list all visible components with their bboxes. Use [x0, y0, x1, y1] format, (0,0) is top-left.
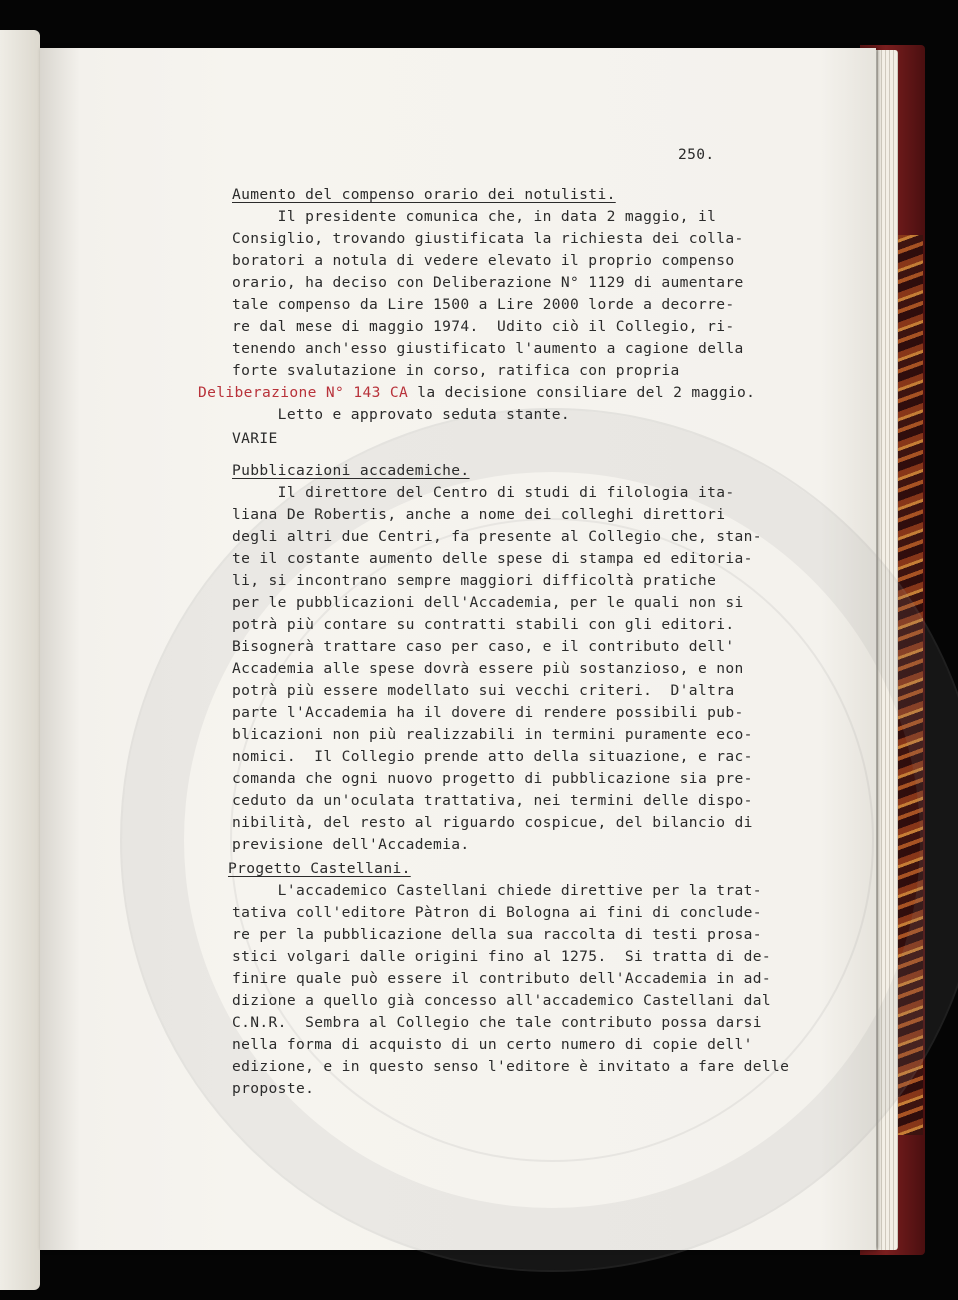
section-heading-notulisti: Aumento del compenso orario dei notulisti.	[232, 186, 616, 203]
text-line: Accademia alle spese dovrà essere più sostanzioso, e non	[232, 660, 744, 677]
text-line: stici volgari dalle origini fino al 1275. Si tratta di de-	[232, 948, 772, 965]
text-line: dizione a quello già concesso all'accademico Castellani dal	[232, 992, 772, 1009]
varie-heading: VARIE	[232, 430, 278, 447]
text-line: finire quale può essere il contributo dell'Accademia in ad-	[232, 970, 772, 987]
text-line: liana De Robertis, anche a nome dei colleghi direttori	[232, 506, 726, 523]
text-line: Consiglio, trovando giustificata la richiesta dei colla-	[232, 230, 744, 247]
page-number: 250.	[678, 146, 715, 163]
text-line: potrà più essere modellato sui vecchi criteri. D'altra	[232, 682, 735, 699]
text-line: blicazioni non più realizzabili in termini puramente eco-	[232, 726, 753, 743]
text-line: degli altri due Centri, fa presente al Collegio che, stan-	[232, 528, 762, 545]
text-line-with-annotation	[198, 384, 755, 401]
text-line: tale compenso da Lire 1500 a Lire 2000 lorde a decorre-	[232, 296, 735, 313]
section-heading-pubblicazioni: Pubblicazioni accademiche.	[232, 462, 470, 479]
red-annotation: Deliberazione N° 143 CA	[198, 384, 409, 401]
text-line: li, si incontrano sempre maggiori difficoltà pratiche	[232, 572, 717, 589]
text-line: L'accademico Castellani chiede direttive per la trat-	[232, 882, 762, 899]
text-line: parte l'Accademia ha il dovere di rendere possibili pub-	[232, 704, 744, 721]
text-line: Bisognerà trattare caso per caso, e il contributo dell'	[232, 638, 735, 655]
text-line: nomici. Il Collegio prende atto della situazione, e rac-	[232, 748, 753, 765]
text-line: Il direttore del Centro di studi di filologia ita-	[232, 484, 735, 501]
text-line: Il presidente comunica che, in data 2 maggio, il	[232, 208, 717, 225]
text-line: per le pubblicazioni dell'Accademia, per le quali non si	[232, 594, 744, 611]
text-line: ceduto da un'oculata trattativa, nei termini delle dispo-	[232, 792, 753, 809]
text-line: edizione, e in questo senso l'editore è invitato a fare delle	[232, 1058, 790, 1075]
annotation-continuation: la decisione consiliare del 2 maggio.	[408, 384, 756, 401]
text-line: re dal mese di maggio 1974. Udito ciò il Collegio, ri-	[232, 318, 735, 335]
text-line: forte svalutazione in corso, ratifica con propria	[232, 362, 680, 379]
text-line: Letto e approvato seduta stante.	[232, 406, 571, 423]
text-line: tativa coll'editore Pàtron di Bologna ai fini di conclude-	[232, 904, 762, 921]
text-line: nella forma di acquisto di un certo numero di copie dell'	[232, 1036, 753, 1053]
text-line: previsione dell'Accademia.	[232, 836, 470, 853]
text-line: comanda che ogni nuovo progetto di pubblicazione sia pre-	[232, 770, 753, 787]
text-line: nibilità, del resto al riguardo cospicue, del bilancio di	[232, 814, 753, 831]
facing-page	[0, 30, 40, 1290]
text-line: boratori a notula di vedere elevato il proprio compenso	[232, 252, 735, 269]
text-line: C.N.R. Sembra al Collegio che tale contributo possa darsi	[232, 1014, 762, 1031]
document-text	[198, 0, 792, 1097]
text-line: proposte.	[232, 1080, 315, 1097]
text-line: te il costante aumento delle spese di stampa ed editoria-	[232, 550, 753, 567]
text-line: potrà più contare su contratti stabili con gli editori.	[232, 616, 735, 633]
section-heading-castellani: Progetto Castellani.	[228, 860, 411, 877]
text-line: re per la pubblicazione della sua raccolta di testi prosa-	[232, 926, 762, 943]
text-line: tenendo anch'esso giustificato l'aumento a cagione della	[232, 340, 744, 357]
text-line: orario, ha deciso con Deliberazione N° 1129 di aumentare	[232, 274, 744, 291]
